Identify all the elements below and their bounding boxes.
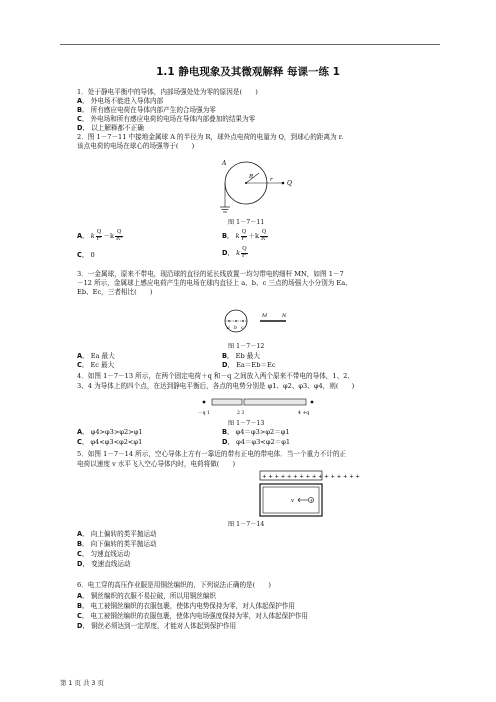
q5-option-a: A． 向上偏转的类平抛运动 [77,530,157,538]
velocity-label: v [291,498,294,504]
figure-1-7-11 [218,151,298,217]
q5-figure-caption: 图 1－7－14 [228,521,265,528]
q1-option-b: B． 所有感应电荷在导体内部产生的合场强为零 [77,106,216,114]
q5-stem-line1: 5．如图 1－7－14 所示，空心导体上方有一靠近的带有正电的带电体．当一个重力不计的正 [77,450,347,458]
header-rule [60,44,440,45]
q2-option-d: D． k $\frac{Q}{\text{r²}}$ [222,246,247,259]
q4-figure-caption: 图 1－7－13 [228,420,265,427]
label-n: N [282,313,287,319]
q2-figure-caption: 图 1－7－11 [228,219,265,226]
q1-option-d: D． 以上解释都不正确 [77,124,144,132]
label-b: b [234,326,237,331]
q3-figure-caption: 图 1－7－12 [228,343,265,350]
page-footer: 第 1 页 共 3 页 [60,679,104,687]
q4-option-d: D． φ4＝φ3<φ2＝φ1 [222,438,291,446]
q1-option-c: C． 外电场和所有感应电荷的电场在导体内部叠加的结果为零 [77,115,256,123]
label-right: 4 +q [298,411,310,416]
charge-label: Q [287,180,292,187]
q6-option-b: B． 电工被铜丝编织的衣服包裹，使体内电势保持为零，对人体起保护作用 [77,602,296,610]
q3-stem-line1: 3．一金属球，原来不带电，现沿球的直径的延长线放置一均匀带电的细杆 MN，如图 1－7 [77,270,344,278]
plus-signs: + + + + + + + + + + + + + + + + [262,474,360,480]
q2-stem-line1: 2．图 1－7－11 中接地金属球 A 的半径为 R，球外点电荷的电量为 Q，到球心的距离为 r. [77,133,344,141]
q5-option-c: C． 匀速直线运动 [77,550,130,558]
q2-option-a: A． k $\frac{Q}{\text{r²}}$ －k $\frac{Q}{\text{R²}}$ [77,229,123,242]
conductor-1 [212,399,242,405]
distance-label: r [270,177,273,183]
q4-stem-line2: 3、4 为导体上的四个点，在达到静电平衡后，各点的电势分别是 φ1、φ2、φ3、φ4，则( ) [77,382,355,390]
q3-option-d: D． Ea＝Eb＝Ec [222,361,276,369]
q6-option-c: C． 电工被铜丝编织的衣服包裹，使体内电场强度保持为零，对人体起保护作用 [77,612,309,620]
figure-1-7-13 [198,393,318,419]
q1-stem: 1．处于静电平衡中的导体，内部场强处处为零的原因是( ) [77,88,258,96]
radius-label: R [249,174,254,180]
q3-stem-line3: Eb、Ec，三者相比( ) [77,288,153,296]
label-c: c [241,326,244,331]
q6-option-a: A． 铜丝编织的衣服不易拉破，所以用铜丝编织 [77,592,216,600]
label-m: M [262,313,268,319]
q5-option-b: B． 向下偏转的类平抛运动 [77,540,157,548]
label-left: －q 1 [198,411,210,416]
figure-1-7-12 [214,307,294,335]
point-c [242,320,244,322]
point-a [228,320,230,322]
sphere-label: A [222,160,227,167]
q2-option-b: B． k $\frac{Q}{\text{r²}}$ ＋k $\frac{Q}{\text{R²}}$ [222,229,268,242]
label-mid: 2 3 [237,411,245,416]
charge-minus-q [203,401,206,404]
charge-sign: + [309,498,314,504]
q3-stem-line2: －12 所示，金属球上感应电荷产生的电场在球内直径上 a、b、c 三点的场强大小分别为 Ea、 [77,279,352,287]
q3-option-c: C． Ec 最大 [77,361,115,369]
page-title: 1.1 静电现象及其微观解释 每课一练 1 [156,66,340,78]
q4-option-a: A． φ4>φ3>φ2>φ1 [77,428,143,436]
q1-option-a: A． 外电场不能进入导体内部 [77,97,164,105]
q4-stem-line1: 4．如图 1－7－13 所示，在两个固定电荷＋q 和－q 之间放入两个原来不带电的导体，1、2、 [77,372,354,380]
point-charge [282,182,285,185]
charge-plus-q [311,401,314,404]
q2-stem-line2: 该点电荷的电场在球心的场强等于( ) [77,142,195,150]
q5-option-d: D． 变速直线运动 [77,560,131,568]
q4-option-b: B． φ4＝φ3>φ2＝φ1 [222,428,290,436]
conductor-2 [244,399,306,405]
q6-stem: 6．电工穿的高压作业服是用铜丝编织的，下列说法正确的是( ) [77,581,271,589]
q4-option-c: C． φ4<φ3<φ2<φ1 [77,438,143,446]
point-b [235,320,237,322]
q6-option-d: D． 铜丝必须达到一定厚度，才能对人体起到保护作用 [77,622,237,630]
q2-option-c: C． 0 [77,251,95,259]
label-a: a [227,326,230,331]
q5-stem-line2: 电荷以速度 v 水平飞入空心导体内时，电荷将做( ) [77,460,236,468]
q3-option-b: B． Eb 最大 [222,352,260,360]
q3-option-a: A． Ea 最大 [77,352,115,360]
figure-1-7-14 [258,470,360,518]
